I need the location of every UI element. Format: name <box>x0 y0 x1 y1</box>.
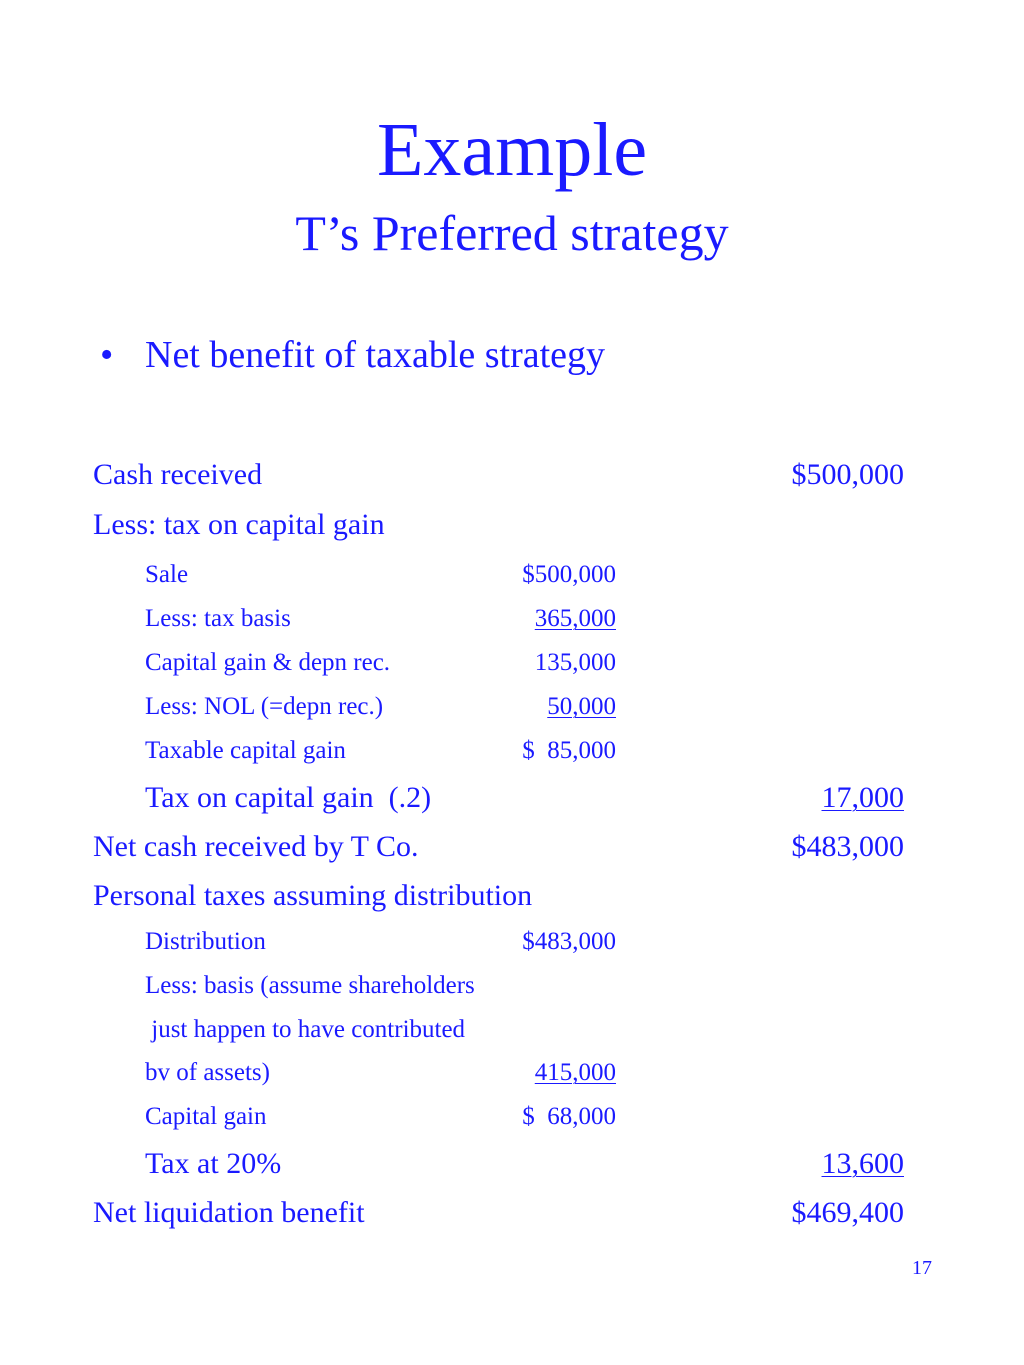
line-right-value: $500,000 <box>791 458 904 491</box>
slide-title: Example <box>376 108 648 192</box>
line-right-value: $483,000 <box>791 830 904 863</box>
slide-number: 17 <box>912 1257 932 1279</box>
line-mid-value: $ 85,000 <box>522 737 616 764</box>
line-label: Net liquidation benefit <box>93 1196 365 1229</box>
line-mid-value: $ 68,000 <box>522 1103 616 1130</box>
line-label: Less: NOL (=depn rec.) <box>145 693 384 720</box>
line-label: Sale <box>145 561 189 588</box>
line-label: Tax at 20% <box>145 1147 282 1180</box>
line-label: Less: tax on capital gain <box>93 508 385 541</box>
line-label: Distribution <box>145 928 266 955</box>
slide-subtitle: T’s Preferred strategy <box>295 205 729 261</box>
line-right-value: 13,600 <box>821 1147 904 1180</box>
line-right-value: $469,400 <box>791 1196 904 1229</box>
line-label: Taxable capital gain <box>145 737 346 764</box>
line-label: Cash received <box>93 458 263 491</box>
line-label: bv of assets) <box>145 1059 270 1086</box>
line-mid-value: $483,000 <box>522 928 616 955</box>
line-label: Less: tax basis <box>145 605 291 632</box>
line-label: Capital gain & depn rec. <box>145 649 391 676</box>
bullet-text: Net benefit of taxable strategy <box>145 334 606 376</box>
line-label: Less: basis (assume shareholders <box>145 972 475 999</box>
bullet-icon: • <box>100 334 114 376</box>
line-right-value: 17,000 <box>821 781 904 814</box>
line-mid-value: 135,000 <box>534 649 616 676</box>
line-label: Capital gain <box>145 1103 267 1130</box>
line-label: Net cash received by T Co. <box>93 830 419 863</box>
line-mid-value: 50,000 <box>547 693 616 720</box>
line-label: just happen to have contributed <box>145 1016 466 1043</box>
line-mid-value: $500,000 <box>522 561 616 588</box>
line-label: Personal taxes assuming distribution <box>93 879 533 912</box>
line-mid-value: 365,000 <box>534 605 616 632</box>
line-mid-value: 415,000 <box>534 1059 616 1086</box>
line-label: Tax on capital gain (.2) <box>145 781 432 814</box>
